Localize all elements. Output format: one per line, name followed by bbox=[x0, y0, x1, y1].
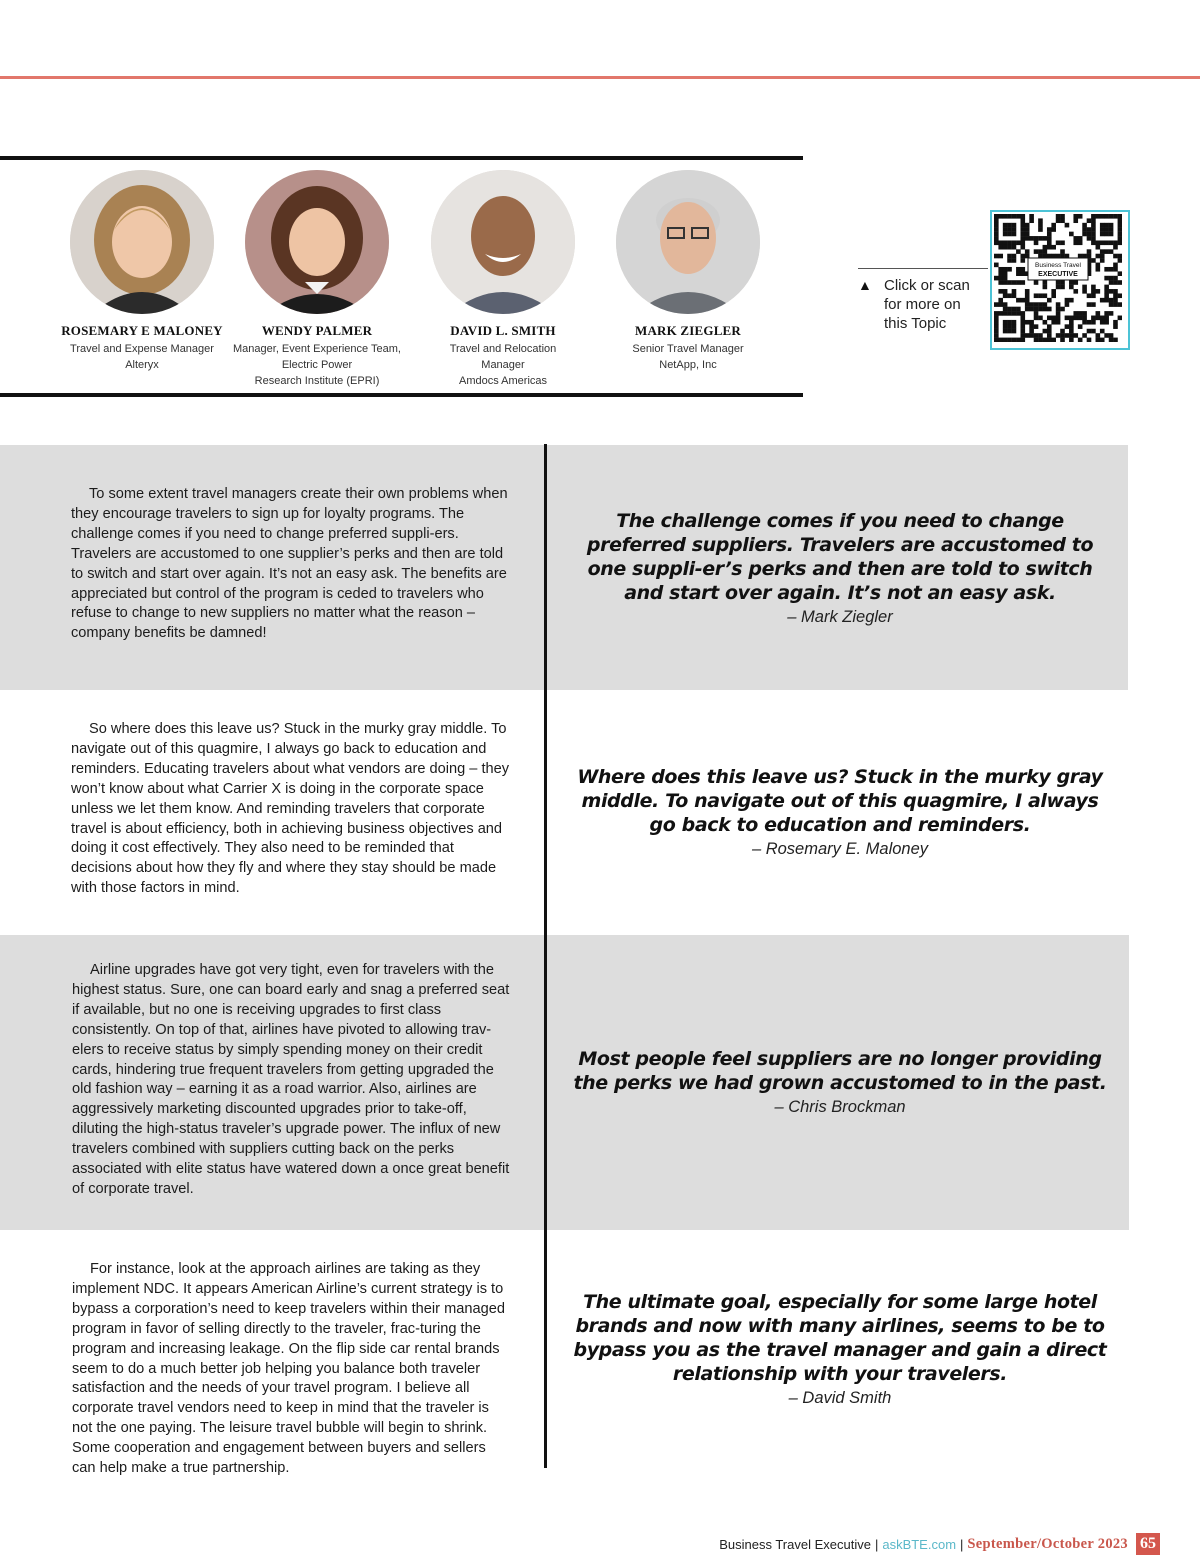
qr-icon bbox=[994, 214, 1122, 342]
footer-separator: | bbox=[960, 1536, 964, 1552]
pullquote-author: – Mark Ziegler bbox=[787, 608, 893, 626]
footer-site-link[interactable]: askBTE.com bbox=[882, 1536, 957, 1552]
panelist-palmer bbox=[222, 170, 412, 389]
qr-caption[interactable]: Click or scan for more on this Topic bbox=[884, 277, 970, 332]
triangle-up-icon: ▲ bbox=[858, 277, 872, 293]
pullquote-text: Most people feel suppliers are no longer providing the perks we had grown accustomed to in the past. bbox=[573, 1048, 1107, 1094]
pullquote-author: – David Smith bbox=[788, 1389, 892, 1407]
qr-logo-line1: Business Travel bbox=[1035, 262, 1081, 269]
pullquote-author: – Chris Brockman bbox=[774, 1098, 906, 1116]
section-3-body: Airline upgrades have got very tight, even for travelers with the highest status. Sure, one can board early and snag a preferred seat if available, but no one is receiving upgrades to first class consistently. On top of that, airlines have pivoted to allowing trav-elers to receive status by simply spending money on their credit cards, hindering true frequent travelers from getting upgraded the old fashion way – earning it as a road warrior. Also, airlines are aggressively marketing discounted upgrades prior to take-off, diluting the high-status traveler’s upgrade power. The influx of new travelers combined with suppliers cutting back on the perks associated with elite status have watered down a once great benefit of corporate travel. bbox=[72, 962, 510, 1197]
pullquote-author: – Rosemary E. Maloney bbox=[751, 840, 929, 858]
section-2-body: So where does this leave us? Stuck in the murky gray middle. To navigate out of this quagmire, I always go back to education and reminders. Educating travelers about what vendors are doing – they won’t know about what Carrier X is doing in the corporate space unless we let them know. And reminding travelers that corporate travel is about efficiency, both in achieving business objectives and doing it cost effectively. They also need to be reminded that decisions about how they fly and where they stay should be made with those factors in mind. bbox=[71, 721, 510, 897]
panel-bottom-rule bbox=[0, 393, 803, 397]
panelist-org: Amdocs Americas bbox=[458, 375, 548, 387]
panelist-name: WENDY PALMER bbox=[261, 323, 373, 338]
footer-publication: Business Travel Executive bbox=[719, 1536, 871, 1552]
panelist-org: Research Institute (EPRI) bbox=[254, 375, 380, 387]
pullquote-text: The challenge comes if you need to change preferred suppliers. Travelers are accustomed to one suppli-er’s perks and then are told to switch and start over again. It’s not an easy ask. bbox=[586, 510, 1094, 604]
panelist-title: Travel and Relocation Manager bbox=[449, 343, 557, 371]
qr-pointer-line bbox=[858, 268, 988, 269]
column-divider bbox=[544, 444, 547, 1468]
panelist-title: Senior Travel Manager bbox=[632, 343, 744, 355]
panelist-smith bbox=[408, 170, 598, 389]
avatar-smith bbox=[431, 170, 575, 314]
page-footer bbox=[719, 1533, 1160, 1555]
avatar-palmer bbox=[245, 170, 389, 314]
page-number: 65 bbox=[1136, 1533, 1160, 1555]
section-1-body: To some extent travel managers create their own problems when they encourage travelers to sign up for loyalty programs. The challenge comes if you need to change preferred suppli-ers. Travelers are accustomed to one supplier’s perks and then are told to switch and start over again. It’s not an easy ask. The benefits are appreciated but control of the program is ceded to travelers who refuse to change to new suppliers no matter what the reason – company benefits be damned! bbox=[71, 486, 508, 642]
avatar-ziegler bbox=[616, 170, 760, 314]
section-3-pullquote bbox=[572, 1047, 1108, 1118]
pullquote-text: The ultimate goal, especially for some large hotel brands and now with many airlines, seems to be to bypass you as the travel manager and gain a direct relationship with your travelers. bbox=[573, 1291, 1107, 1385]
portrait-icon bbox=[616, 170, 760, 314]
section-1-pullquote bbox=[572, 509, 1108, 628]
pullquote-text: Where does this leave us? Stuck in the murky gray middle. To navigate out of this quagmire, I always go back to education and reminders. bbox=[577, 766, 1103, 836]
section-4-body: For instance, look at the approach airlines are taking as they implement NDC. It appears American Airline’s current strategy is to bypass a corporation’s need to keep travelers within their managed program in favor of selling directly to the traveler, frac-turing the program and increasing leakage. On the flip side car rental brands seem to do a much better job helping you balance both traveler satisfaction and the needs of your travel program. I believe all corporate travel vendors need to keep in mind that the traveler is not the one paying. The leisure travel bubble will begin to shrink. Some cooperation and engagement between buyers and sellers can help make a true partnership. bbox=[72, 1261, 505, 1477]
panel-top-rule bbox=[0, 156, 803, 160]
panelist-ziegler bbox=[593, 170, 783, 373]
panelist-title: Manager, Event Experience Team, Electric Power bbox=[233, 343, 401, 371]
panelist-maloney bbox=[47, 170, 237, 373]
panelist-name: ROSEMARY E MALONEY bbox=[61, 323, 223, 338]
footer-separator: | bbox=[874, 1536, 879, 1552]
portrait-icon bbox=[431, 170, 575, 314]
panelist-name: DAVID L. SMITH bbox=[450, 323, 556, 338]
panelist-org: Alteryx bbox=[125, 359, 159, 371]
panelist-title: Travel and Expense Manager bbox=[70, 343, 214, 355]
avatar-maloney bbox=[70, 170, 214, 314]
qr-code[interactable] bbox=[990, 210, 1130, 350]
section-2-pullquote bbox=[572, 765, 1108, 860]
portrait-icon bbox=[245, 170, 389, 314]
panelist-org: NetApp, Inc bbox=[659, 359, 717, 371]
top-accent-rule bbox=[0, 76, 1200, 79]
qr-logo-line2: EXECUTIVE bbox=[1038, 271, 1078, 278]
panelist-name: MARK ZIEGLER bbox=[634, 323, 742, 338]
section-4-pullquote bbox=[572, 1290, 1108, 1409]
portrait-icon bbox=[70, 170, 214, 314]
footer-issue: September/October 2023 bbox=[967, 1535, 1128, 1552]
